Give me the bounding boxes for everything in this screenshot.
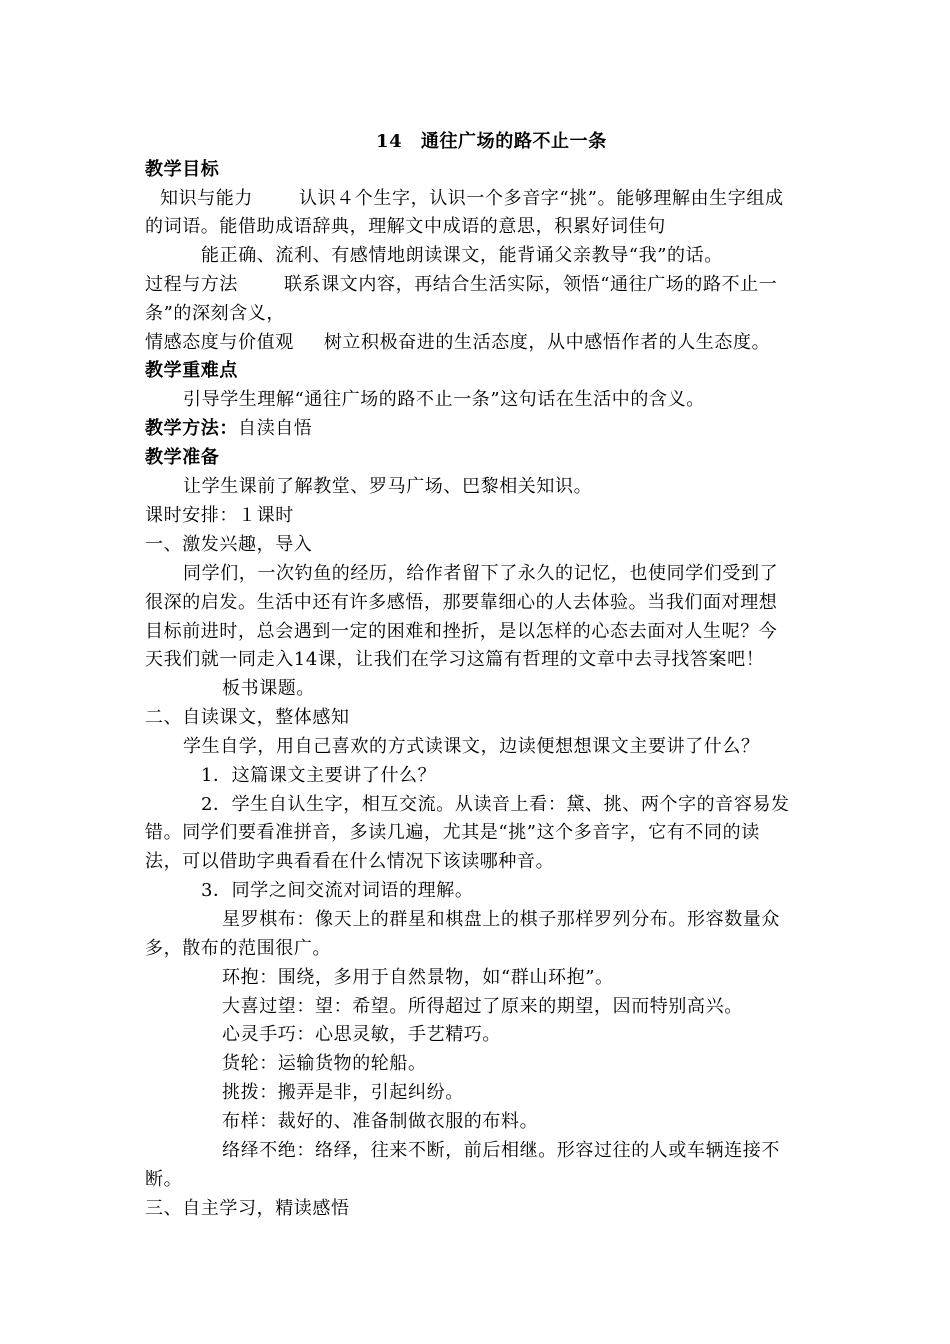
line-text: 课时安排：１课时 (145, 505, 294, 526)
line-text: 目标前进时，总会遇到一定的困难和挫折，是以怎样的心态去面对人生呢？今 (145, 621, 778, 642)
text-line (222, 1110, 538, 1134)
line-text: 络绎不绝：络绎，往来不断，前后相继。形容过往的人或车辆连接不 (222, 1140, 780, 1161)
line-text: 知识与能力 (160, 188, 253, 209)
text-line (145, 648, 764, 672)
text-line (183, 475, 592, 499)
line-text: 2．学生自认生字，相互交流。从读音上看：黛、挑、两个字的音容易发 (201, 794, 790, 815)
line-text: 三、自主学习，精读感悟 (145, 1198, 350, 1219)
line-text: 条”的深刻含义， (145, 303, 286, 324)
line-text-continued: 树立积极奋进的生活态度，从中感悟作者的人生态度。 (323, 332, 771, 353)
line-text-continued: 联系课文内容，再结合生活实际，领悟“通往广场的路不止一 (284, 274, 778, 295)
line-text: 情感态度与价值观 (145, 332, 294, 353)
line-text: 能正确、流利、有感情地朗读课文，能背诵父亲教导“我”的话。 (201, 245, 723, 266)
text-line (145, 620, 777, 644)
line-text: 断。 (145, 1169, 183, 1190)
line-text: 心灵手巧：心思灵敏，手艺精巧。 (222, 1024, 501, 1045)
text-line (201, 244, 723, 268)
text-line (145, 1168, 182, 1192)
text-line (145, 706, 350, 730)
line-text: 的词语。能借助成语辞典，理解文中成语的意思，积累好词佳句 (145, 216, 666, 237)
line-text-continued: 自渎自悟 (238, 418, 313, 439)
line-text: 天我们就一同走入14课，让我们在学习这篇有哲理的文章中去寻找答案吧！ (145, 649, 765, 670)
text-line (145, 533, 312, 557)
text-line (183, 562, 778, 586)
text-line (222, 966, 614, 990)
line-text: 挑拨：搬弄是非，引起纠纷。 (222, 1082, 464, 1103)
text-line (145, 821, 760, 845)
line-text: 1．这篇课文主要讲了什么？ (201, 765, 437, 786)
text-line (145, 302, 285, 326)
section-heading: 教学准备 (145, 447, 220, 468)
line-text-continued: 认识４个生字，认识一个多音字“挑”。能够理解由生字组成 (299, 188, 784, 209)
line-text: 货轮：运输货物的轮船。 (222, 1053, 427, 1074)
text-line (145, 417, 312, 441)
line-text: 3．同学之间交流对词语的理解。 (201, 880, 474, 901)
text-line (222, 1139, 780, 1163)
line-text: 同学们，一次钓鱼的经历，给作者留下了永久的记忆，也使同学们受到了 (183, 563, 779, 584)
text-line (222, 908, 780, 932)
text-line (145, 446, 219, 470)
text-line (145, 273, 777, 297)
line-text: 引导学生理解“通往广场的路不止一条”这句话在生活中的含义。 (183, 389, 705, 410)
line-text: 布样：裁好的、准备制做衣服的布料。 (222, 1111, 539, 1132)
text-line (145, 504, 294, 528)
text-line (222, 677, 315, 701)
text-line (201, 764, 436, 788)
section-heading: 教学重难点 (145, 360, 238, 381)
line-text: 错。同学们要看准拼音，多读几遍，尤其是“挑”这个多音字，它有不同的读 (145, 822, 760, 843)
text-line (222, 1081, 464, 1105)
text-line (222, 1052, 427, 1076)
text-line (145, 158, 219, 182)
line-text: 很深的启发。生活中还有许多感悟，那要靠细心的人去体验。当我们面对理想 (145, 592, 778, 613)
text-line (183, 388, 705, 412)
line-text: 星罗棋布：像天上的群星和棋盘上的棋子那样罗列分布。形容数量众 (222, 909, 780, 930)
document-title: 14 通往广场的路不止一条 (376, 131, 607, 152)
line-text: 大喜过望：望：希望。所得超过了原来的期望，因而特别高兴。 (222, 996, 743, 1017)
line-text: 环抱：围绕，多用于自然景物，如“群山环抱”。 (222, 967, 614, 988)
text-line (160, 187, 784, 211)
text-line (183, 735, 760, 759)
text-line (145, 591, 777, 615)
line-text: 二、自读课文，整体感知 (145, 707, 350, 728)
section-heading: 教学目标 (145, 159, 220, 180)
line-text: 过程与方法 (145, 274, 238, 295)
text-line (145, 331, 770, 355)
section-heading: 教学方法： (145, 418, 238, 439)
line-text: 学生自学，用自己喜欢的方式读课文，边读便想想课文主要讲了什么？ (183, 736, 760, 757)
text-line (145, 850, 554, 874)
text-line (145, 1197, 350, 1221)
text-line (222, 995, 743, 1019)
line-text: 法，可以借助字典看看在什么情况下该读哪种音。 (145, 851, 555, 872)
line-text: 多，散布的范围很广。 (145, 938, 331, 959)
line-text: 板书课题。 (222, 678, 315, 699)
line-text: 一、激发兴趣，导入 (145, 534, 313, 555)
text-line (145, 215, 666, 239)
text-line (201, 879, 473, 903)
text-line (222, 1023, 501, 1047)
text-line (145, 359, 238, 383)
line-text: 让学生课前了解教堂、罗马广场、巴黎相关知识。 (183, 476, 593, 497)
text-line (145, 937, 331, 961)
text-line (201, 793, 790, 817)
